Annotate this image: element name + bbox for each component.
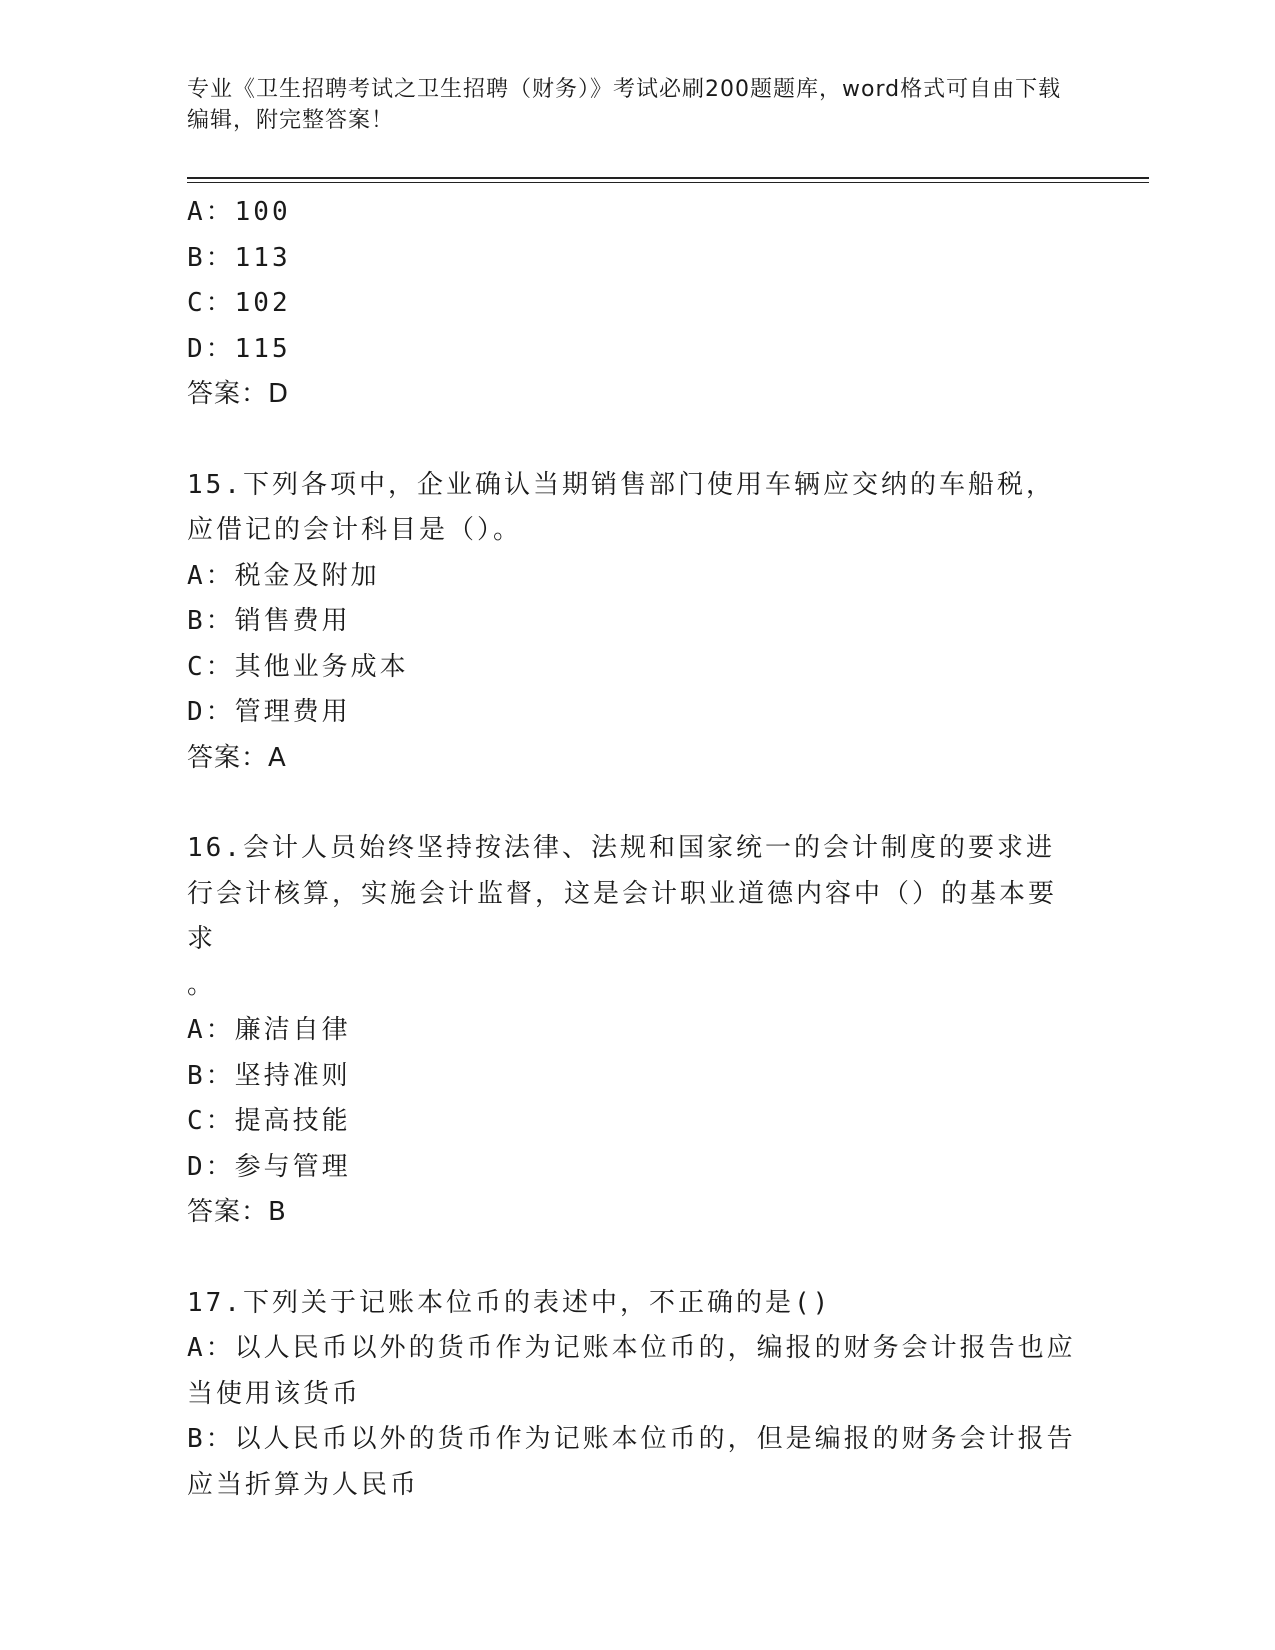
option-a: A：100 [187,197,291,227]
option-d: D：参与管理 [187,1151,351,1182]
question-stem: 15.下列各项中，企业确认当期销售部门使用车辆应交纳的车船税，应借记的会计科目是（）。 [187,469,1055,545]
answer-line: 答案：B [187,1197,287,1227]
option-a: A：以人民币以外的货币作为记账本位币的，编报的财务会计报告也应当使用该货币 [187,1333,1076,1409]
option-c: C：102 [187,288,291,318]
option-a: A：廉洁自律 [187,1015,351,1045]
option-b: B：113 [187,242,291,273]
option-c: C：提高技能 [187,1106,351,1136]
document-header: 专业《卫生招聘考试之卫生招聘（财务）》考试必刷200题题库，word格式可自由下载编辑，附完整答案！ [187,77,1062,133]
option-d: D：115 [187,333,291,364]
question-content [187,190,1077,1508]
spacer [187,418,1077,463]
question-17 [187,1281,1077,1509]
question-stem: 16.会计人员始终坚持按法律、法规和国家统一的会计制度的要求进行会计核算，实施会计监督，这是会计职业道德内容中（）的基本要求 [187,833,1058,954]
option-a: A：税金及附加 [187,560,380,591]
question-14 [187,190,1077,418]
option-c: C：其他业务成本 [187,651,409,682]
spacer [187,1236,1077,1281]
header-rule-thin [187,182,1149,183]
question-stem: 17.下列关于记账本位币的表述中，不正确的是() [187,1287,832,1318]
question-16 [187,826,1077,1236]
option-d: D：管理费用 [187,697,351,727]
question-stem-tail: 。 [187,969,217,1000]
header-rule-thick [187,177,1149,179]
option-b: B：以人民币以外的货币作为记账本位币的，但是编报的财务会计报告应当折算为人民币 [187,1424,1076,1500]
answer-line: 答案：D [187,379,290,409]
question-15 [187,463,1077,782]
option-b: B：坚持准则 [187,1060,351,1091]
spacer [187,781,1077,826]
option-b: B：销售费用 [187,606,351,636]
answer-line: 答案：A [187,742,287,773]
